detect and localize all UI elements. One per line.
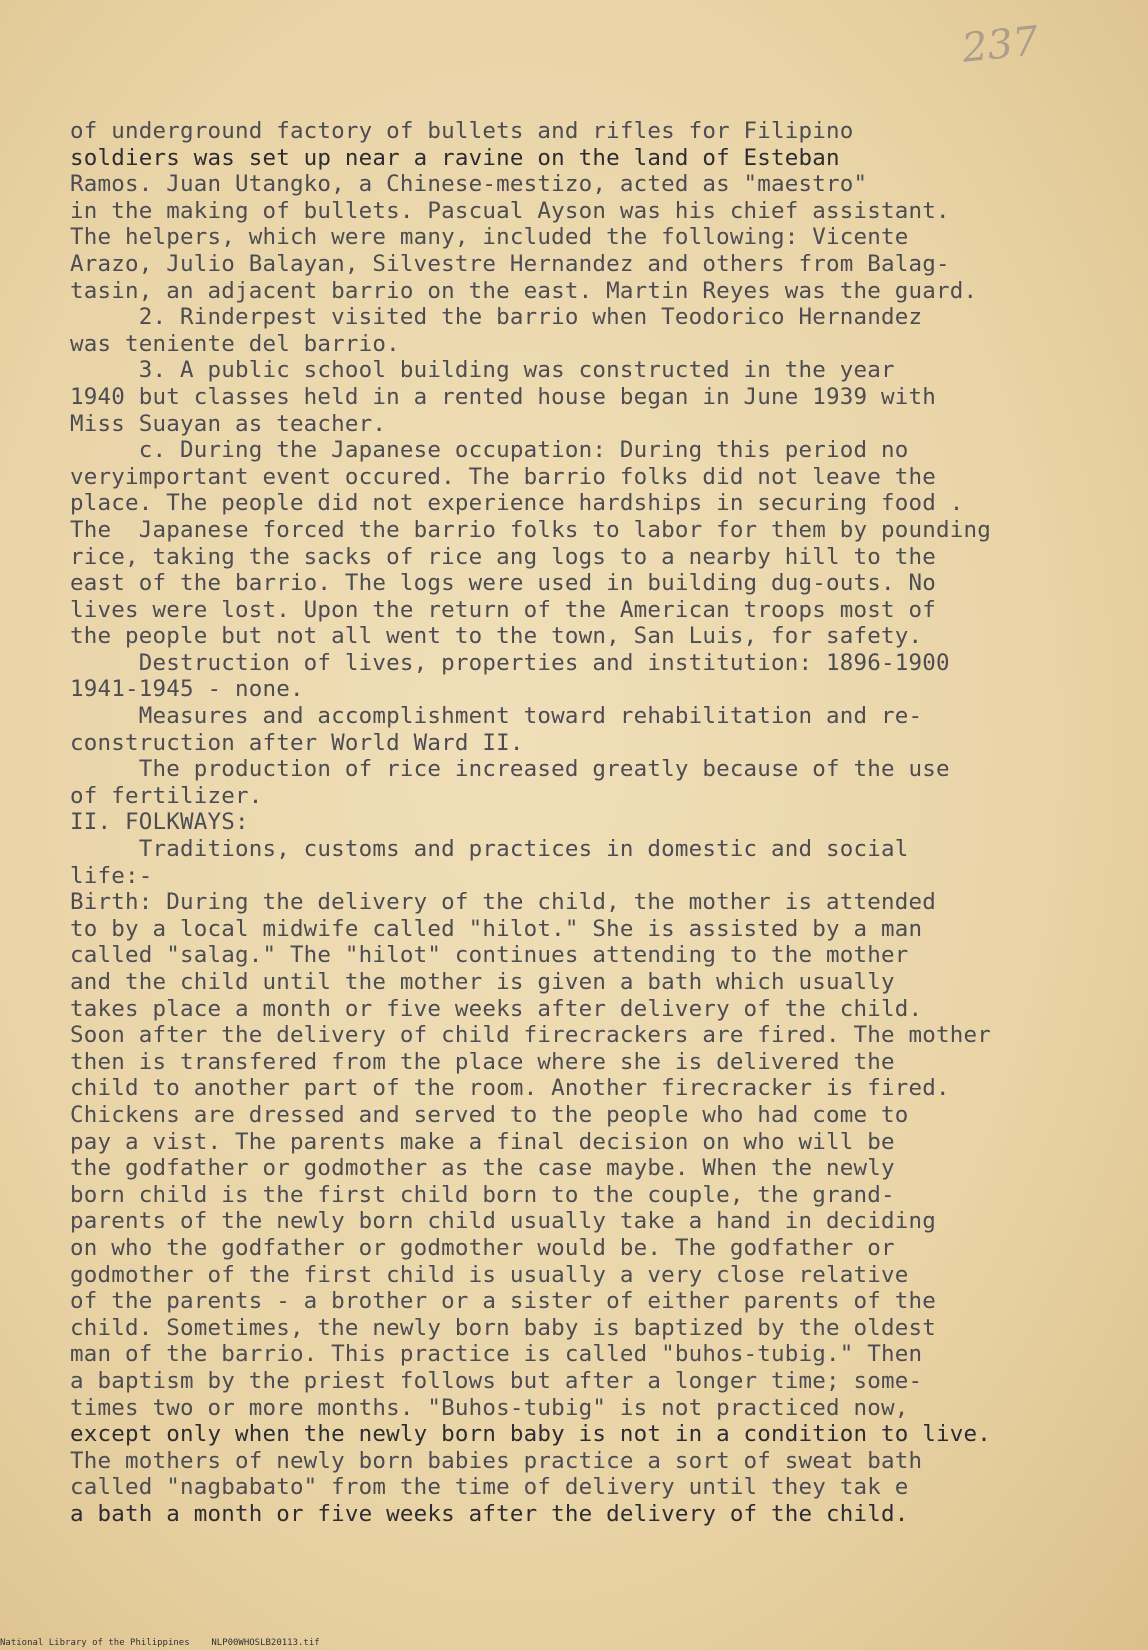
text-line: Soon after the delivery of child firecrackers are fired. The mother <box>70 1022 991 1049</box>
text-line: the godfather or godmother as the case maybe. When the newly <box>70 1155 895 1182</box>
text-line: godmother of the first child is usually a very close relative <box>70 1261 909 1288</box>
text-line: Ramos. Juan Utangko, a Chinese-mestizo, acted as "maestro" <box>70 171 868 198</box>
text-line: man of the barrio. This practice is called "buhos-tubig." Then <box>70 1341 923 1368</box>
text-line: veryimportant event occured. The barrio folks did not leave the <box>70 463 937 490</box>
typed-text-body <box>70 118 1110 1527</box>
text-line: Traditions, customs and practices in domestic and social <box>70 836 909 863</box>
text-line: on who the godfather or godmother would be. The godfather or <box>70 1234 895 1261</box>
text-line: of fertilizer. <box>70 782 263 809</box>
text-line: lives were lost. Upon the return of the American troops most of <box>70 596 937 623</box>
text-line: Destruction of lives, properties and institution: 1896-1900 <box>70 649 950 676</box>
text-line: tasin, an adjacent barrio on the east. Martin Reyes was the guard. <box>70 277 978 304</box>
text-line: the people but not all went to the town, San Luis, for safety. <box>70 623 923 650</box>
text-line: a baptism by the priest follows but after a longer time; some- <box>70 1367 923 1394</box>
text-line: 3. A public school building was constructed in the year <box>70 357 895 384</box>
text-line: then is transfered from the place where she is delivered the <box>70 1048 895 1075</box>
text-line: born child is the first child born to the couple, the grand- <box>70 1181 895 1208</box>
text-line: place. The people did not experience hardships in securing food . <box>70 490 964 517</box>
text-line: called "salag." The "hilot" continues attending to the mother <box>70 942 909 969</box>
page-number: 237 <box>959 18 1041 72</box>
text-line: Arazo, Julio Balayan, Silvestre Hernandez and others from Balag- <box>70 250 950 277</box>
text-line: The mothers of newly born babies practice a sort of sweat bath <box>70 1447 923 1474</box>
text-line: Measures and accomplishment toward rehabilitation and re- <box>70 703 923 730</box>
text-line: construction after World Ward II. <box>70 729 524 756</box>
text-line: was teniente del barrio. <box>70 330 400 357</box>
text-line: in the making of bullets. Pascual Ayson was his chief assistant. <box>70 197 950 224</box>
text-line: east of the barrio. The logs were used in building dug-outs. No <box>70 570 937 597</box>
text-line: The production of rice increased greatly because of the use <box>70 756 950 783</box>
text-line: life:- <box>70 862 153 889</box>
text-line: soldiers was set up near a ravine on the land of Esteban <box>70 144 840 171</box>
text-line: takes place a month or five weeks after delivery of the child. <box>70 995 923 1022</box>
text-line: of underground factory of bullets and rifles for Filipino <box>70 118 854 144</box>
text-line: and the child until the mother is given a bath which usually <box>70 969 895 995</box>
text-line: 1941-1945 - none. <box>70 676 304 703</box>
text-line: 2. Rinderpest visited the barrio when Teodorico Hernandez <box>70 304 923 331</box>
text-line: Chickens are dressed and served to the people who had come to <box>70 1101 909 1128</box>
text-line: except only when the newly born baby is not in a condition to live. <box>70 1421 991 1448</box>
text-line: pay a vist. The parents make a final decision on who will be <box>70 1128 895 1155</box>
text-line: a bath a month or five weeks after the delivery of the child. <box>70 1500 909 1527</box>
text-line: called "nagbabato" from the time of delivery until they tak e <box>70 1474 909 1501</box>
text-line: of the parents - a brother or a sister of either parents of the <box>70 1288 937 1315</box>
text-line: The Japanese forced the barrio folks to labor for them by pounding <box>70 516 991 543</box>
archive-footer: National Library of the Philippines NLP00WHOSLB20113.tif <box>0 1638 320 1648</box>
text-line: Miss Suayan as teacher. <box>70 410 387 437</box>
text-line: 1940 but classes held in a rented house began in June 1939 with <box>70 383 937 410</box>
text-line: parents of the newly born child usually take a hand in deciding <box>70 1208 937 1235</box>
text-line: times two or more months. "Buhos-tubig" is not practiced now, <box>70 1394 909 1421</box>
text-line: rice, taking the sacks of rice ang logs to a nearby hill to the <box>70 543 937 570</box>
text-line: II. FOLKWAYS: <box>70 809 249 836</box>
text-line: c. During the Japanese occupation: During this period no <box>70 437 909 464</box>
text-line: child to another part of the room. Another firecracker is fired. <box>70 1075 950 1102</box>
text-line: child. Sometimes, the newly born baby is baptized by the oldest <box>70 1314 937 1341</box>
text-line: to by a local midwife called "hilot." She is assisted by a man <box>70 915 923 942</box>
text-line: Birth: During the delivery of the child, the mother is attended <box>70 889 937 916</box>
text-line: The helpers, which were many, included the following: Vicente <box>70 224 909 251</box>
